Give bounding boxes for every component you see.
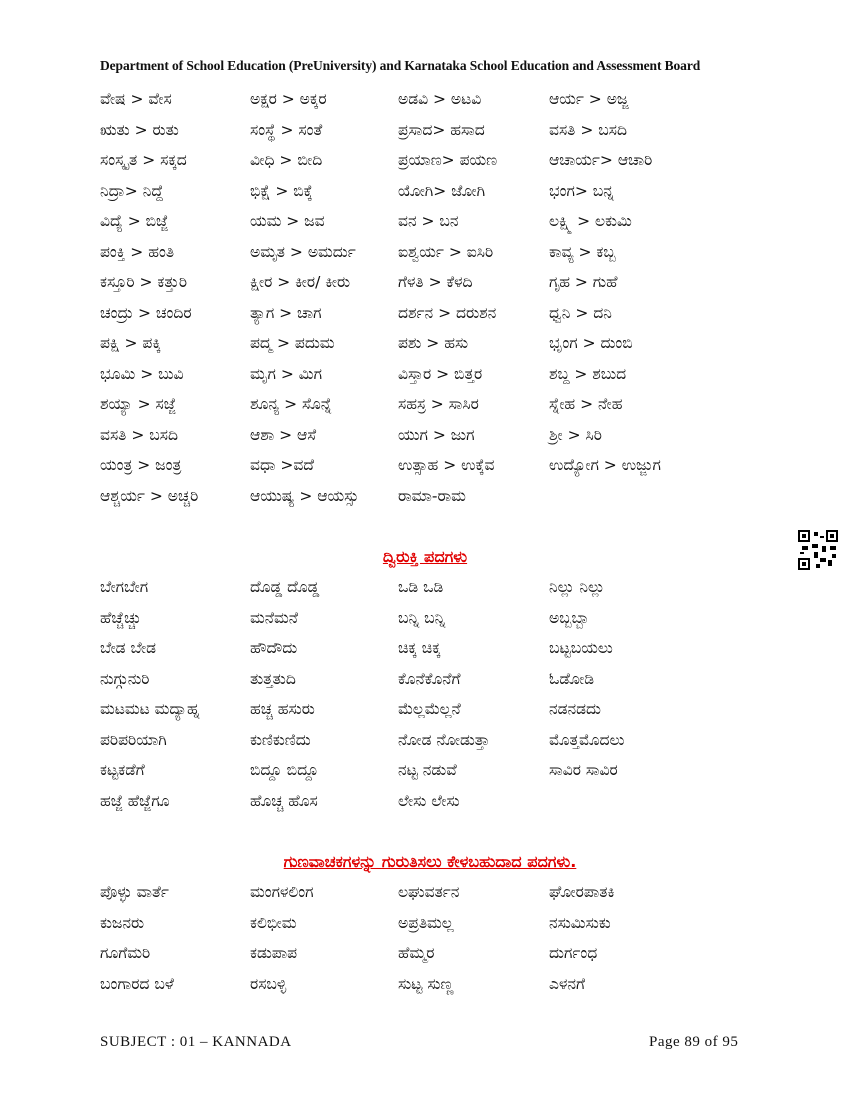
word-pair: ಚಿಕ್ಕ ಚಿಕ್ಕ bbox=[398, 639, 441, 657]
word-pair: ನಡನಡದು bbox=[549, 700, 601, 718]
word-pair: ಹೆಚ್ಚೆಚ್ಚು bbox=[100, 608, 142, 627]
word-pair: ವಸತಿ > ಬಸದಿ bbox=[100, 425, 178, 444]
word-pair: ಭೂಮಿ > ಬುವಿ bbox=[100, 364, 184, 383]
word-pair: ಬಿದ್ದೂ ಬಿದ್ದೂ bbox=[250, 761, 319, 779]
word-pair: ನಿದ್ರಾ> ನಿದ್ದೆ bbox=[100, 181, 164, 200]
word-pair: ಕಾವ್ಯ > ಕಬ್ಬ bbox=[549, 242, 616, 261]
word-pair: ರಾಮಾ-ರಾಮ bbox=[398, 486, 466, 505]
word-pair: ಕಡುಪಾಪ bbox=[250, 944, 298, 962]
word-pair: ಆಶಾ > ಆಸೆ bbox=[250, 425, 317, 444]
word-pair: ಬೇಡ ಬೇಡ bbox=[100, 639, 157, 657]
word-pair: ಯಮ > ಜವ bbox=[250, 212, 325, 230]
word-pair: ವಿದ್ಯೆ > ಬಿಜ್ಜೆ bbox=[100, 212, 169, 230]
word-pair: ಭೃಂಗ > ದುಂಬಿ bbox=[549, 334, 633, 352]
word-pair: ಪಂಕ್ತಿ > ಹಂತಿ bbox=[100, 242, 175, 261]
word-pair: ಋತು > ರುತು bbox=[100, 120, 179, 139]
word-pair: ಪ್ರಯಾಣ> ಪಯಣ bbox=[398, 151, 498, 169]
word-pair: ಚಂದ್ರು > ಚಂದಿರ bbox=[100, 303, 192, 322]
word-pair: ಗೃಹ > ಗುಹೆ bbox=[549, 273, 618, 291]
word-pair: ಸ್ನೇಹ > ನೇಹ bbox=[549, 395, 623, 413]
word-pair: ಪದ್ಮ > ಪದುಮ bbox=[250, 334, 335, 352]
word-pair: ವೀಧಿ > ಬೀದಿ bbox=[250, 151, 323, 169]
word-pair: ಬೇಗಬೇಗ bbox=[100, 578, 149, 596]
word-pair: ಪರಿಪರಿಯಾಗಿ bbox=[100, 730, 167, 749]
word-pair: ಕುಣಿಕುಣಿದು bbox=[250, 730, 311, 749]
word-pair: ಅಕ್ಷರ > ಅಕ್ಕರ bbox=[250, 90, 327, 108]
word-pair: ದರ್ಶನ > ದರುಶನ bbox=[398, 303, 497, 322]
word-pair: ಪಕ್ಷಿ > ಪಕ್ಕಿ bbox=[100, 334, 162, 352]
word-pair: ವಸತಿ > ಬಸದಿ bbox=[549, 120, 627, 139]
word-pair: ಮೊತ್ತಮೊದಲು bbox=[549, 730, 625, 749]
word-pair: ಹಜ್ಜೆ ಹೆಜ್ಜೆಗೂ bbox=[100, 791, 170, 810]
word-pair: ನೋಡ ನೋಡುತ್ತಾ bbox=[398, 730, 490, 749]
word-pair: ಉತ್ಸಾಹ > ಉಕ್ಕೆವ bbox=[398, 456, 495, 474]
word-pair: ಎಳನಗೆ bbox=[549, 974, 585, 993]
word-pair: ಮೆಲ್ಲಮೆಲ್ಲನೆ bbox=[398, 700, 461, 718]
word-pair: ಅಪ್ರತಿಮಲ್ಲ bbox=[398, 913, 454, 932]
word-pair: ವಿಸ್ತಾರ > ಬಿತ್ತರ bbox=[398, 364, 483, 383]
word-pair: ಸಂಸ್ಕೃತ > ಸಕ್ಕದ bbox=[100, 151, 187, 169]
word-pair: ಸಂಸ್ಥೆ > ಸಂತೆ bbox=[250, 120, 323, 139]
footer-subject: SUBJECT : 01 – KANNADA bbox=[100, 1034, 292, 1050]
word-pair: ಒಡಿ ಒಡಿ bbox=[398, 578, 444, 596]
word-pair: ನಸುಮಿಸುಕು bbox=[549, 913, 611, 932]
word-pair: ಸುಟ್ಟ ಸುಣ್ಣ bbox=[398, 974, 454, 993]
word-pair: ಹೊಚ್ಚ ಹೊಸ bbox=[250, 791, 318, 810]
word-pair: ಅಮೃತ > ಅಮರ್ದು bbox=[250, 242, 356, 261]
word-pair: ಪ್ರಸಾದ> ಹಸಾದ bbox=[398, 120, 485, 139]
word-pair: ಯೋಗಿ> ಜೋಗಿ bbox=[398, 181, 486, 200]
word-pair: ಹೌದೌದು bbox=[250, 639, 298, 657]
word-pair: ನಿಲ್ಲು ನಿಲ್ಲು bbox=[549, 578, 605, 596]
section-heading-gunavachaka: ಗುಣವಾಚಕಗಳನ್ನು ಗುರುತಿಸಲು ಕೇಳಬಹುದಾದ ಪದಗಳು. bbox=[283, 852, 577, 871]
word-pair: ಆಯುಷ್ಯ > ಆಯಸ್ಸು bbox=[250, 486, 359, 505]
word-pair: ಗೂಗೆಮರಿ bbox=[100, 944, 151, 962]
word-pair: ವಧಾ >ವದೆ bbox=[250, 456, 314, 474]
word-pair: ಪೊಳ್ಳು ವಾರ್ತೆ bbox=[100, 883, 169, 901]
word-pair: ಯಂತ್ರ > ಜಂತ್ರ bbox=[100, 456, 182, 474]
word-pair: ಆರ್ಯ > ಅಜ್ಜ bbox=[549, 90, 629, 108]
word-pair: ಕ್ಷೀರ > ಕೀರ/ ಕೀರು bbox=[250, 273, 351, 291]
word-pair: ಹೆಮ್ಮರ bbox=[398, 944, 435, 962]
word-pair: ಅಬ್ಬಬ್ಬಾ bbox=[549, 608, 590, 627]
word-pair: ಮಟಮಟ ಮದ್ಯಾಹ್ನ bbox=[100, 700, 200, 718]
word-pair: ತುತ್ತತುದಿ bbox=[250, 669, 296, 688]
word-pair: ಮೃಗ > ಮಿಗ bbox=[250, 364, 322, 383]
word-pair: ಕಟ್ಟಕಡೆಗೆ bbox=[100, 761, 145, 779]
word-pair: ರಸಬಳ್ಳಿ bbox=[250, 974, 287, 993]
word-pair: ಲಕ್ಷ್ಮಿ > ಲಕುಮಿ bbox=[549, 212, 632, 230]
word-pair: ನಟ್ಟ ನಡುವೆ bbox=[398, 761, 457, 779]
word-pair: ಲಘುವರ್ತನ bbox=[398, 883, 460, 901]
word-pair: ಸಹಸ್ರ > ಸಾಸಿರ bbox=[398, 395, 479, 413]
word-pair: ಶ್ರೀ > ಸಿರಿ bbox=[549, 425, 602, 444]
word-pair: ಸಾವಿರ ಸಾವಿರ bbox=[549, 761, 618, 779]
word-pair: ಬಟ್ಟಬಯಲು bbox=[549, 639, 613, 657]
word-pair: ಭಂಗ> ಬನ್ನ bbox=[549, 181, 614, 200]
word-pair: ದುರ್ಗಂಧ bbox=[549, 944, 598, 962]
section-heading-dviruktti: ದ್ವಿರುಕ್ತಿ ಪದಗಳು bbox=[382, 547, 468, 566]
word-pair: ಕುಜನರು bbox=[100, 913, 145, 932]
word-pair: ಲೇಸು ಲೇಸು bbox=[398, 791, 460, 810]
word-pair: ಪಶು > ಹಸು bbox=[398, 334, 469, 352]
word-pair: ಹಚ್ಚ ಹಸುರು bbox=[250, 700, 315, 718]
word-pair: ಯುಗ > ಜುಗ bbox=[398, 425, 475, 444]
word-pair: ವೇಷ > ವೇಸ bbox=[100, 90, 172, 108]
word-pair: ಧ್ವನಿ > ದನಿ bbox=[549, 303, 612, 322]
word-pair: ದೊಡ್ಡ ದೊಡ್ಡ bbox=[250, 578, 320, 596]
word-pair: ಅಡವಿ > ಅಟವಿ bbox=[398, 90, 482, 108]
qr-code-icon bbox=[798, 530, 838, 570]
word-pair: ಬನ್ನಿ ಬನ್ನಿ bbox=[398, 608, 446, 627]
word-pair: ಶಯ್ಯಾ > ಸಜ್ಜೆ bbox=[100, 395, 176, 413]
word-pair: ಶಬ್ದ > ಶಬುದ bbox=[549, 364, 627, 383]
word-pair: ಶೂನ್ಯ > ಸೊನ್ನೆ bbox=[250, 395, 333, 413]
word-pair: ಗೆಳತಿ > ಕೆಳದಿ bbox=[398, 273, 473, 291]
word-pair: ಉದ್ಯೋಗ > ಉಜ್ಜುಗ bbox=[549, 456, 661, 474]
footer-page-number: Page 89 of 95 bbox=[649, 1034, 739, 1050]
word-pair: ಕೊನೆಕೊನೆಗೆ bbox=[398, 669, 461, 688]
word-pair: ತ್ಯಾಗ > ಚಾಗ bbox=[250, 303, 322, 322]
word-pair: ನುಗ್ಗುನುರಿ bbox=[100, 669, 150, 688]
word-pair: ಕಲಿಭೀಮ bbox=[250, 913, 297, 932]
word-pair: ಕಸ್ತೂರಿ > ಕತ್ತುರಿ bbox=[100, 273, 188, 291]
page-header: Department of School Education (PreUniversity) and Karnataka School Education and Assessment Board bbox=[100, 58, 701, 73]
word-pair: ಆಚಾರ್ಯ> ಆಚಾರಿ bbox=[549, 151, 653, 169]
word-pair: ಭಿಕ್ಷೆ > ಬಿಕ್ಕೆ bbox=[250, 181, 313, 200]
word-pair: ವನ > ಬನ bbox=[398, 212, 459, 230]
word-pair: ಓಡೋಡಿ bbox=[549, 669, 595, 688]
word-pair: ಘೋರಪಾತಕಿ bbox=[549, 883, 615, 901]
word-pair: ಆಶ್ಚರ್ಯ > ಅಚ್ಚರಿ bbox=[100, 486, 199, 505]
word-pair: ಐಶ್ವರ್ಯ > ಐಸಿರಿ bbox=[398, 242, 494, 261]
word-pair: ಮಂಗಳಲಿಂಗ bbox=[250, 883, 314, 901]
word-pair: ಬಂಗಾರದ ಬಳೆ bbox=[100, 974, 174, 993]
word-pair: ಮನೆಮನೆ bbox=[250, 608, 298, 627]
